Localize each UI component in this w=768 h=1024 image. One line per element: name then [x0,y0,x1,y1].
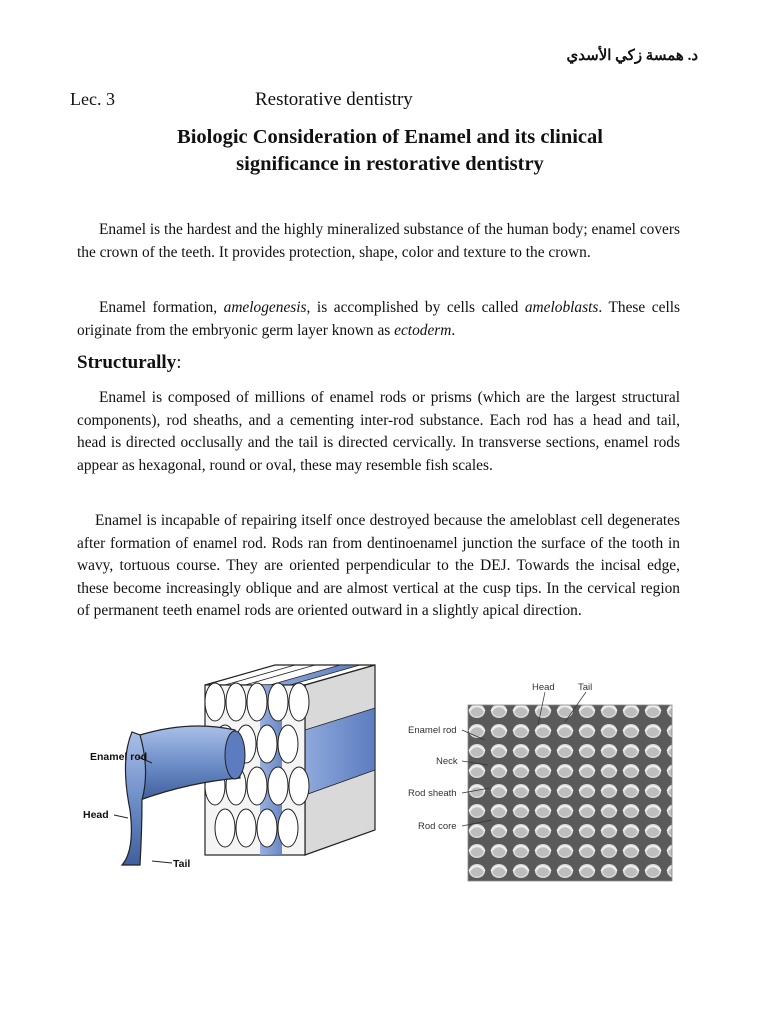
label-tail: Tail [578,682,593,693]
formation-text-d: . [451,321,456,339]
rod-cross-section [289,683,309,721]
paragraph-intro-text: Enamel is the hardest and the highly mineralized substance of the human body; enamel covers the crown of the teeth. It provides protection, shape, color and texture to the crown. [77,221,680,261]
rod-cross-section [247,683,267,721]
label-rod-sheath: Rod sheath [408,788,457,799]
paragraph-repair-text: Enamel is incapable of repairing itself once destroyed because the ameloblast cell degenerates after formation of enamel rod. Rods ran from dentinoenamel junction the surface of the tooth in wavy, tortuous course. They are oriented perpendicular to the DEJ. Towards the incisal edge, these become increasingly oblique and are almost vertical at the cusp tips. In the cervical region of permanent teeth enamel rods are oriented outward in a slightly apical direction. [77,512,680,620]
formation-text-a: Enamel formation, [99,299,224,316]
term-amelogenesis: amelogenesis [223,299,307,316]
paragraph-structure [77,387,680,477]
label-head: Head [532,682,555,693]
title-line-2: significance in restorative dentistry [236,153,544,175]
label-enamel-rod: Enamel rod [90,751,148,763]
section-heading-structurally [77,352,182,374]
term-ectoderm: ectoderm [394,321,452,339]
rod-cross-section [257,809,277,847]
lecture-number: Lec. 3 [70,89,115,109]
rod-cross-section [257,725,277,763]
paragraph-structure-text: Enamel is composed of millions of enamel rods or prisms (which are the largest structural components), rod sheaths, and a cementing inter-rod substance. Each rod has a head and tail, head is directed occlusally and the tail is directed cervically. In transverse sections, enamel rods appear as hexagonal, round or oval, these may resemble fish scales. [77,389,680,474]
rod-cross-section [215,809,235,847]
label-neck: Neck [436,756,458,767]
term-ameloblasts: ameloblasts [524,299,599,316]
author-name: د. همسة زكي الأسدي [566,48,698,64]
label-head: Head [83,809,109,821]
label-enamel-rod: Enamel rod [408,725,457,736]
rod-cross-section [278,809,298,847]
enamel-rod-block-diagram [80,660,385,880]
rod-cross-section [268,683,288,721]
enamel-rod-micrograph [400,680,680,885]
label-tail: Tail [173,858,191,870]
paragraph-formation [77,297,680,342]
micrograph-image [468,705,672,881]
title-line-1: Biologic Consideration of Enamel and its clinical [177,126,603,148]
structurally-colon: : [176,352,182,373]
course-name: Restorative dentistry [255,89,413,110]
rod-cross-section [236,809,256,847]
paragraph-intro [77,219,680,264]
formation-text-b: , is accomplished by cells called [306,299,525,316]
page-title [80,124,700,178]
paragraph-repair [77,510,680,623]
rod-cross-section [278,725,298,763]
rod-cross-section [205,683,225,721]
rod-cross-section [247,767,267,805]
rod-cross-section [226,683,246,721]
label-rod-core: Rod core [418,821,457,832]
formation-text-c: . These cells originate from the embryonic germ layer known as [77,299,680,339]
rod-cross-section [268,767,288,805]
structurally-word: Structurally [77,352,177,373]
rod-cross-section [289,767,309,805]
